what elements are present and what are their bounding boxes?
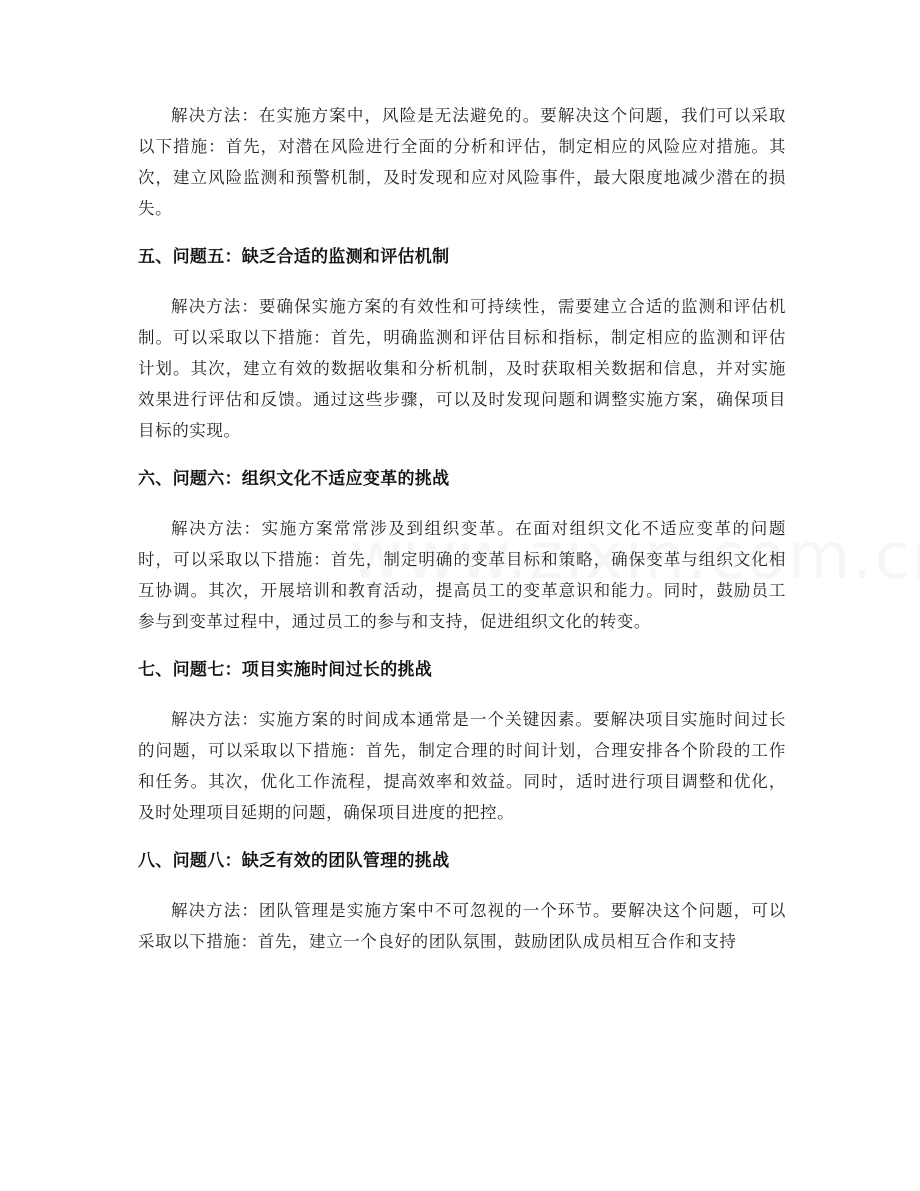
paragraph-section-6: 解决方法：实施方案常常涉及到组织变革。在面对组织文化不适应变革的问题时，可以采取以下措施：首先，制定明确的变革目标和策略，确保变革与组织文化相互协调。其次，开展培训和教育活动，提高员工的变革意识和能力。同时，鼓励员工参与到变革过程中，通过员工的参与和支持，促进组织文化的转变。 <box>138 519 786 631</box>
section-heading-6: 六、问题六：组织文化不适应变革的挑战 <box>138 469 450 489</box>
section-heading-8: 八、问题八：缺乏有效的团队管理的挑战 <box>138 851 450 871</box>
document-body <box>138 100 786 975</box>
paragraph-section-7: 解决方法：实施方案的时间成本通常是一个关键因素。要解决项目实施时间过长的问题，可以采取以下措施：首先，制定合理的时间计划，合理安排各个阶段的工作和任务。其次，优化工作流程，提高效率和效益。同时，适时进行项目调整和优化，及时处理项目延期的问题，确保项目进度的把控。 <box>138 710 786 822</box>
paragraph-risk-solution: 解决方法：在实施方案中，风险是无法避免的。要解决这个问题，我们可以采取以下措施：首先，对潜在风险进行全面的分析和评估，制定相应的风险应对措施。其次，建立风险监测和预警机制，及时发现和应对风险事件，最大限度地减少潜在的损失。 <box>138 106 786 218</box>
section-heading-5: 五、问题五：缺乏合适的监测和评估机制 <box>138 247 450 267</box>
paragraph-section-5: 解决方法：要确保实施方案的有效性和可持续性，需要建立合适的监测和评估机制。可以采取以下措施：首先，明确监测和评估目标和指标，制定相应的监测和评估计划。其次，建立有效的数据收集和分析机制，及时获取相关数据和信息，并对实施效果进行评估和反馈。通过这些步骤，可以及时发现问题和调整实施方案，确保项目目标的实现。 <box>138 297 786 440</box>
section-heading-7: 七、问题七：项目实施时间过长的挑战 <box>138 660 433 680</box>
paragraph-section-8: 解决方法：团队管理是实施方案中不可忽视的一个环节。要解决这个问题，可以采取以下措施：首先，建立一个良好的团队氛围，鼓励团队成员相互合作和支持 <box>138 901 786 951</box>
